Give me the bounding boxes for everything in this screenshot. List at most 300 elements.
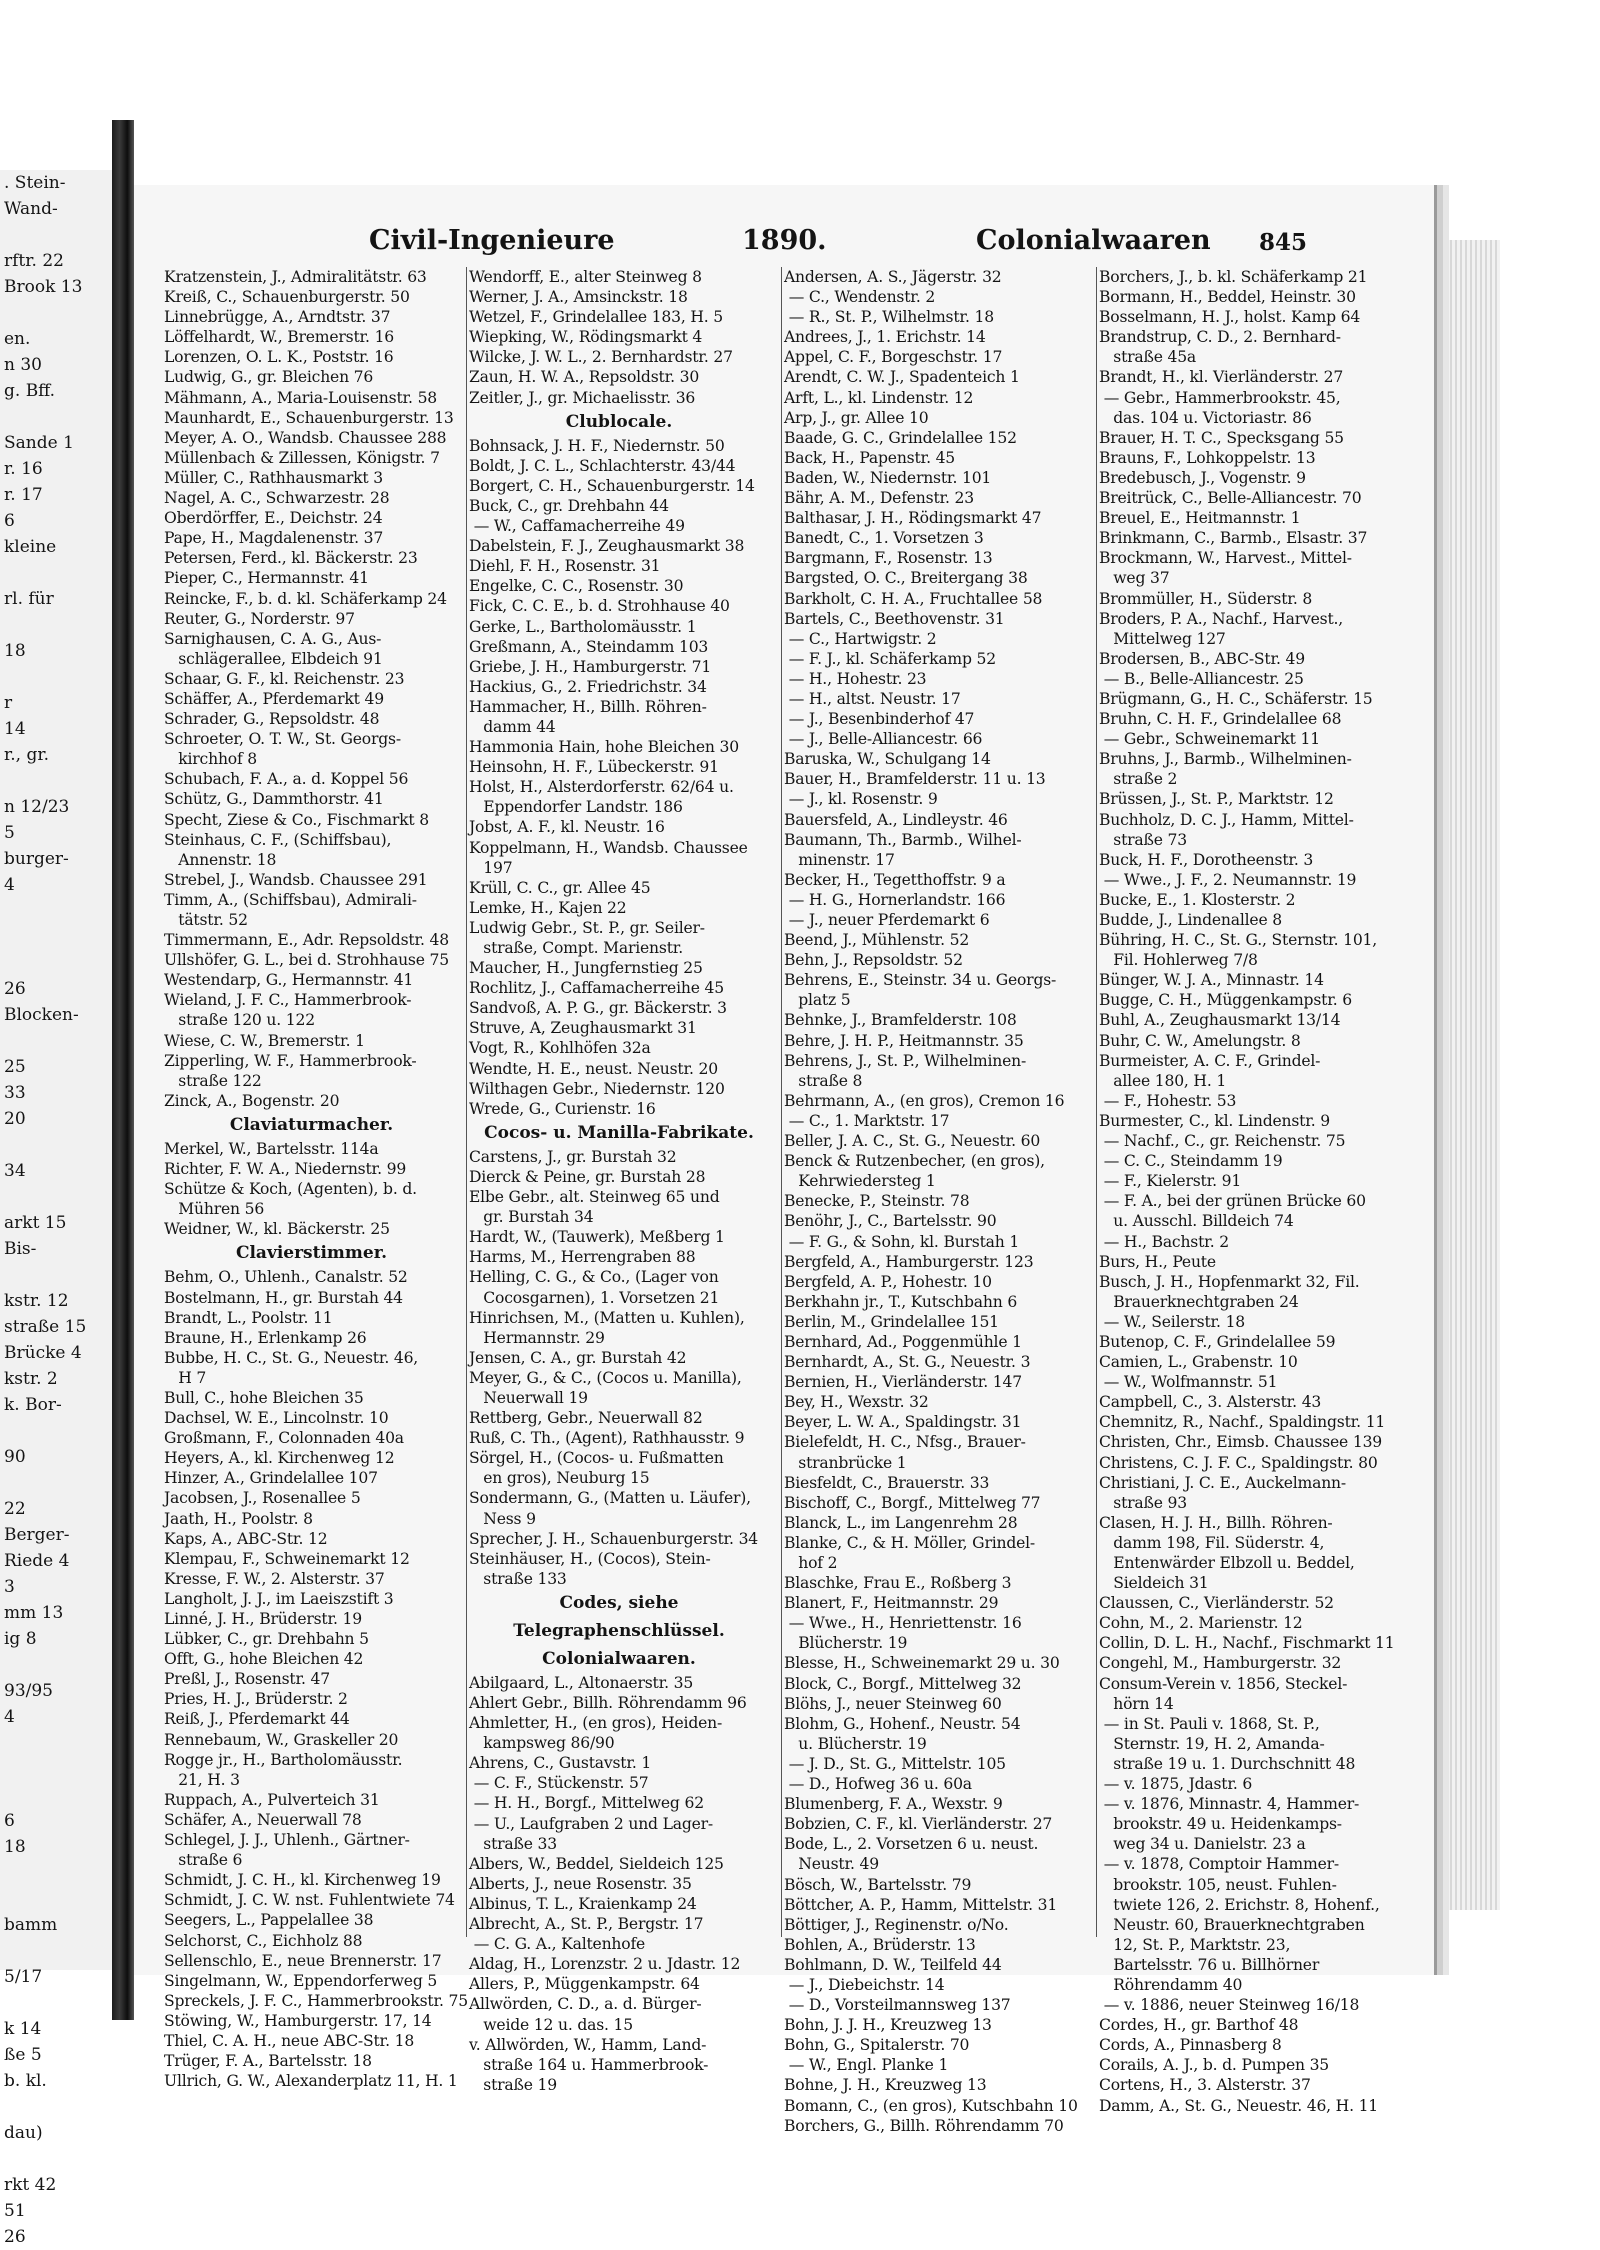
directory-entry: Blanke, C., & H. Möller, Grindel-: [784, 1533, 1035, 1552]
directory-entry: Lorenzen, O. L. K., Poststr. 16: [164, 348, 394, 367]
directory-page: [134, 185, 1437, 2135]
directory-entry: Bartelsstr. 76 u. Billhörner: [1099, 1955, 1320, 1974]
directory-entry: straße 133: [469, 1569, 567, 1588]
directory-entry: straße 2: [1099, 770, 1178, 789]
page-header: [134, 225, 1434, 265]
section-heading: Codes, siehe Telegraphenschlüssel.: [513, 1592, 725, 1641]
directory-entry: Reincke, F., b. d. kl. Schäferkamp 24: [164, 589, 447, 608]
directory-entry: Krüll, C. C., gr. Allee 45: [469, 878, 651, 897]
directory-entry: Borchers, G., Billh. Röhrendamm 70: [784, 2116, 1064, 2135]
directory-entry: — H. H., Borgf., Mittelweg 62: [469, 1794, 704, 1813]
directory-entry: Albrecht, A., St. P., Bergstr. 17: [469, 1915, 704, 1934]
directory-entry: straße 93: [1099, 1493, 1187, 1512]
left-fragment: [0, 768, 115, 794]
directory-entry: v. Allwörden, W., Hamm, Land-: [469, 2035, 707, 2054]
directory-entry: Gerke, L., Bartholomäusstr. 1: [469, 617, 697, 636]
left-fragment: Bis-: [4, 1239, 37, 1259]
directory-entry: Schmidt, J. C. W. nst. Fuhlentwiete 74: [164, 1891, 455, 1910]
directory-entry: Weidner, W., kl. Bäckerstr. 25: [164, 1220, 390, 1239]
left-fragment: 3: [4, 1577, 15, 1597]
directory-entry: Christiani, J. C. E., Auckelmann-: [1099, 1473, 1346, 1492]
book-gutter: [112, 120, 134, 2020]
left-fragment: [0, 924, 115, 950]
directory-entry: Merkel, W., Bartelsstr. 114a: [164, 1139, 379, 1158]
running-head-year: 1890.: [742, 225, 827, 256]
directory-entry: Lübker, C., gr. Drehbahn 5: [164, 1630, 369, 1649]
directory-entry: Schäffer, A., Pferdemarkt 49: [164, 689, 384, 708]
directory-entry: Cords, A., Pinnasberg 8: [1099, 2036, 1282, 2055]
directory-entry: — H. G., Hornerlandstr. 166: [784, 890, 1006, 909]
directory-entry: Bargmann, F., Rosenstr. 13: [784, 549, 993, 568]
left-fragment: [0, 1782, 115, 1808]
left-fragment: [0, 1262, 115, 1288]
directory-entry: Strebel, J., Wandsb. Chaussee 291: [164, 870, 428, 889]
directory-entry: Alberts, J., neue Rosenstr. 35: [469, 1874, 692, 1893]
directory-entry: platz 5: [784, 991, 851, 1010]
directory-entry: Hermannstr. 29: [469, 1328, 605, 1347]
directory-entry: Budde, J., Lindenallee 8: [1099, 911, 1282, 929]
directory-entry: Kreiß, C., Schauenburgerstr. 50: [164, 288, 410, 307]
left-fragment: n 30: [4, 355, 42, 375]
left-fragment: 18: [4, 641, 26, 661]
directory-entry: Zinck, A., Bogenstr. 20: [164, 1091, 340, 1110]
directory-entry: straße, Compt. Marienstr.: [469, 939, 684, 957]
directory-entry: Butenop, C. F., Grindelallee 59: [1099, 1332, 1336, 1351]
directory-entry: gr. Burstah 34: [469, 1208, 594, 1227]
directory-entry: Breuel, E., Heitmannstr. 1: [1099, 509, 1301, 528]
directory-entry: Ness 9: [469, 1509, 536, 1528]
directory-entry: Petersen, Ferd., kl. Bäckerstr. 23: [164, 549, 418, 568]
directory-entry: — C., Wendenstr. 2: [784, 288, 936, 307]
left-fragment: burger-: [4, 849, 69, 869]
directory-entry: Heinsohn, H. F., Lübeckerstr. 91: [469, 758, 719, 777]
left-fragment: 93/95: [4, 1681, 53, 1701]
directory-entry: — J., kl. Rosenstr. 9: [784, 790, 938, 809]
directory-entry: Behm, O., Uhlenh., Canalstr. 52: [164, 1268, 408, 1287]
directory-entry: Rogge jr., H., Bartholomäusstr.: [164, 1750, 403, 1769]
left-fragment: k. Bor-: [4, 1395, 62, 1415]
directory-entry: Großmann, F., Colonnaden 40a: [164, 1429, 404, 1448]
directory-entry: — W., Engl. Planke 1: [784, 2056, 949, 2075]
directory-entry: Richter, F. W. A., Niedernstr. 99: [164, 1160, 407, 1179]
directory-entry: H 7: [164, 1368, 207, 1387]
directory-entry: Bartels, C., Beethovenstr. 31: [784, 609, 1005, 628]
directory-entry: Braune, H., Erlenkamp 26: [164, 1328, 367, 1347]
left-fragment: 5: [4, 823, 15, 843]
directory-entry: Hardt, W., (Tauwerk), Meßberg 1: [469, 1228, 725, 1247]
left-fragment: [0, 1990, 115, 2016]
directory-entry: Bugge, C. H., Müggenkampstr. 6: [1099, 991, 1352, 1010]
left-fragment: [0, 1652, 115, 1678]
directory-entry: Griebe, J. H., Hamburgerstr. 71: [469, 657, 712, 676]
directory-entry: Löffelhardt, W., Bremerstr. 16: [164, 328, 395, 347]
directory-entry: Behnke, J., Bramfelderstr. 108: [784, 1011, 1017, 1030]
directory-entry: Zipperling, W. F., Hammerbrook-: [164, 1051, 417, 1070]
directory-entry: Boldt, J. C. L., Schlachterstr. 43/44: [469, 456, 736, 475]
directory-entry: — F., Kielerstr. 91: [1099, 1172, 1242, 1191]
directory-entry: twiete 126, 2. Erichstr. 8, Hohenf.,: [1099, 1895, 1380, 1914]
left-fragment: r. 17: [4, 485, 43, 505]
left-fragment: Berger-: [4, 1525, 70, 1545]
left-fragment: Sande 1: [4, 433, 74, 453]
directory-entry: Meyer, G., & C., (Cocos u. Manilla),: [469, 1368, 742, 1387]
left-fragment: r., gr.: [4, 745, 50, 765]
directory-entry: Harms, M., Herrengraben 88: [469, 1248, 696, 1267]
left-fragment: . Stein-: [4, 173, 66, 193]
directory-entry: tätstr. 52: [164, 911, 248, 929]
directory-entry: Behrens, E., Steinstr. 34 u. Georgs-: [784, 971, 1057, 990]
left-fragment: mm 13: [4, 1603, 64, 1623]
directory-entry: Pries, H. J., Brüderstr. 2: [164, 1690, 348, 1709]
directory-entry: Wieland, J. F. C., Hammerbrook-: [164, 991, 412, 1010]
directory-entry: Blücherstr. 19: [784, 1634, 908, 1653]
directory-entry: Consum-Verein v. 1856, Steckel-: [1099, 1674, 1348, 1693]
directory-entry: Blesse, H., Schweinemarkt 29 u. 30: [784, 1654, 1060, 1673]
left-fragment: [0, 2094, 115, 2120]
left-fragment: Riede 4: [4, 1551, 70, 1571]
directory-entry: Behrens, J., St. P., Wilhelminen-: [784, 1051, 1027, 1070]
column-3: [784, 267, 1084, 2135]
directory-entry: Spreckels, J. F. C., Hammerbrookstr. 75: [164, 1991, 468, 2010]
directory-entry: Bergfeld, A., Hamburgerstr. 123: [784, 1252, 1034, 1271]
directory-entry: Eppendorfer Landstr. 186: [469, 798, 683, 817]
directory-entry: — v. 1886, neuer Steinweg 16/18: [1099, 1996, 1360, 2015]
directory-entry: Ullshöfer, G. L., bei d. Strohhause 75: [164, 951, 449, 970]
directory-entry: Allers, P., Müggenkampstr. 64: [469, 1975, 700, 1994]
directory-entry: Dabelstein, F. J., Zeughausmarkt 38: [469, 537, 745, 556]
directory-entry: Bohlmann, D. W., Teilfeld 44: [784, 1955, 1002, 1974]
directory-entry: Bauersfeld, A., Lindleystr. 46: [784, 810, 1008, 829]
left-fragment: 14: [4, 719, 26, 739]
directory-entry: Buchholz, D. C. J., Hamm, Mittel-: [1099, 810, 1354, 829]
directory-entry: — v. 1878, Comptoir Hammer-: [1099, 1855, 1339, 1874]
directory-entry: Linné, J. H., Brüderstr. 19: [164, 1610, 362, 1628]
directory-entry: Pieper, C., Hermannstr. 41: [164, 569, 369, 588]
directory-entry: Bösch, W., Bartelsstr. 79: [784, 1875, 972, 1894]
left-fragment: 90: [4, 1447, 26, 1467]
directory-entry: Bühring, H. C., St. G., Sternstr. 101,: [1099, 931, 1378, 950]
directory-entry: Blöhs, J., neuer Steinweg 60: [784, 1694, 1002, 1713]
left-fragment: [0, 1028, 115, 1054]
directory-entry: Hinrichsen, M., (Matten u. Kuhlen),: [469, 1308, 745, 1327]
directory-entry: straße 8: [784, 1071, 863, 1090]
directory-entry: Brügmann, G., H. C., Schäferstr. 15: [1099, 689, 1373, 708]
directory-entry: Lemke, H., Kajen 22: [469, 898, 627, 917]
directory-entry: Schütz, G., Dammthorstr. 41: [164, 790, 384, 809]
left-fragment: en.: [4, 329, 31, 349]
directory-entry: Camien, L., Grabenstr. 10: [1099, 1353, 1298, 1372]
directory-entry: — W., Wolfmannstr. 51: [1099, 1373, 1278, 1392]
directory-entry: Entenwärder Elbzoll u. Beddel,: [1099, 1554, 1355, 1572]
directory-entry: Trüger, F. A., Bartelsstr. 18: [164, 2052, 372, 2071]
directory-entry: Schaar, G. F., kl. Reichenstr. 23: [164, 669, 405, 688]
directory-entry: damm 44: [469, 717, 556, 736]
directory-entry: Abilgaard, L., Altonaerstr. 35: [469, 1673, 694, 1692]
left-fragment: [0, 222, 115, 248]
left-fragment: rl. für: [4, 589, 54, 609]
section-heading: Clublocale.: [565, 411, 673, 432]
directory-entry: Bruhn, C. H. F., Grindelallee 68: [1099, 710, 1342, 729]
directory-entry: straße 73: [1099, 830, 1187, 849]
directory-entry: Bähr, A. M., Defenstr. 23: [784, 489, 975, 508]
directory-entry: Bruhns, J., Barmb., Wilhelminen-: [1099, 750, 1352, 769]
directory-entry: Rennebaum, W., Graskeller 20: [164, 1730, 399, 1749]
directory-entry: Koppelmann, H., Wandsb. Chaussee: [469, 838, 748, 857]
directory-entry: Christen, Chr., Eimsb. Chaussee 139: [1099, 1433, 1383, 1452]
directory-entry: Borgert, C. H., Schauenburgerstr. 14: [469, 476, 755, 495]
directory-entry: en gros), Neuburg 15: [469, 1469, 650, 1488]
directory-entry: Brommüller, H., Süderstr. 8: [1099, 589, 1313, 608]
left-fragment: [0, 1132, 115, 1158]
directory-entry: — J., neuer Pferdemarkt 6: [784, 911, 990, 929]
left-fragment: r. 16: [4, 459, 43, 479]
directory-entry: schlägerallee, Elbdeich 91: [164, 649, 383, 668]
left-fragment: g. Bff.: [4, 381, 56, 401]
directory-entry: Baruska, W., Schulgang 14: [784, 750, 991, 769]
left-fragment: arkt 15: [4, 1213, 67, 1233]
running-head-right: Colonialwaaren: [976, 225, 1211, 256]
column-2: [469, 267, 769, 2094]
directory-entry: Corails, A. J., b. d. Pumpen 35: [1099, 2056, 1330, 2075]
directory-entry: Bargsted, O. C., Breitergang 38: [784, 569, 1028, 588]
page-edges: [1440, 240, 1500, 1910]
directory-entry: Bielefeldt, H. C., Nfsg., Brauer-: [784, 1433, 1026, 1452]
directory-entry: — F. J., kl. Schäferkamp 52: [784, 649, 996, 668]
section-heading: Colonialwaaren.: [542, 1648, 696, 1669]
directory-entry: — Gebr., Hammerbrookstr. 45,: [1099, 388, 1341, 407]
directory-entry: Reuter, G., Norderstr. 97: [164, 609, 355, 628]
left-fragment: [0, 404, 115, 430]
directory-entry: Andrees, J., 1. Erichstr. 14: [784, 328, 986, 347]
directory-entry: Reiß, J., Pferdemarkt 44: [164, 1710, 350, 1729]
directory-entry: 21, H. 3: [164, 1770, 240, 1789]
directory-entry: Damm, A., St. G., Neuestr. 46, H. 11: [1099, 2096, 1379, 2115]
directory-entry: Arft, L., kl. Lindenstr. 12: [784, 388, 974, 407]
directory-entry: Sandvoß, A. P. G., gr. Bäckerstr. 3: [469, 999, 727, 1018]
directory-entry: Sellenschlo, E., neue Brennerstr. 17: [164, 1951, 442, 1970]
directory-entry: Zeitler, J., gr. Michaelisstr. 36: [469, 388, 696, 407]
left-fragment: [0, 300, 115, 326]
directory-entry: Kaps, A., ABC-Str. 12: [164, 1529, 328, 1548]
directory-entry: Baden, W., Niedernstr. 101: [784, 468, 992, 487]
directory-entry: Burmeister, A. C. F., Grindel-: [1099, 1051, 1321, 1070]
left-fragment: [0, 664, 115, 690]
left-fragment: k 14: [4, 2019, 42, 2039]
directory-entry: stranbrücke 1: [784, 1453, 907, 1472]
directory-entry: Benöhr, J., C., Bartelsstr. 90: [784, 1212, 997, 1231]
directory-entry: Bohlen, A., Brüderstr. 13: [784, 1935, 976, 1954]
directory-entry: brookstr. 105, neust. Fuhlen-: [1099, 1875, 1337, 1894]
left-fragment: Brook 13: [4, 277, 83, 297]
left-fragment: 25: [4, 1057, 26, 1077]
directory-entry: straße 19: [469, 2075, 557, 2094]
directory-entry: Schlegel, J. J., Uhlenh., Gärtner-: [164, 1831, 410, 1850]
directory-entry: Blumenberg, F. A., Wexstr. 9: [784, 1795, 1003, 1814]
left-fragment: 51: [4, 2201, 26, 2221]
left-fragment: 20: [4, 1109, 26, 1129]
left-fragment: 22: [4, 1499, 26, 1519]
left-fragment: [0, 1860, 115, 1886]
directory-entry: Chemnitz, R., Nachf., Spaldingstr. 11: [1099, 1413, 1386, 1432]
directory-entry: u. Blücherstr. 19: [784, 1734, 927, 1753]
directory-entry: — D., Hofweg 36 u. 60a: [784, 1775, 972, 1794]
directory-entry: Bubbe, H. C., St. G., Neuestr. 46,: [164, 1348, 419, 1367]
directory-entry: Zaun, H. W. A., Repsoldstr. 30: [469, 368, 700, 387]
directory-entry: — U., Laufgraben 2 und Lager-: [469, 1814, 713, 1833]
directory-entry: Schubach, F. A., a. d. Koppel 56: [164, 770, 409, 789]
directory-entry: Werner, J. A., Amsinckstr. 18: [469, 288, 688, 307]
left-fragment: 4: [4, 1707, 15, 1727]
directory-entry: Thiel, C. A. H., neue ABC-Str. 18: [164, 2031, 415, 2050]
left-fragment: Brücke 4: [4, 1343, 82, 1363]
left-fragment: [0, 1730, 115, 1756]
directory-entry: Jobst, A. F., kl. Neustr. 16: [469, 818, 665, 837]
directory-entry: straße 164 u. Hammerbrook-: [469, 2055, 709, 2074]
directory-entry: — Wwe., J. F., 2. Neumannstr. 19: [1099, 870, 1357, 889]
directory-entry: Bostelmann, H., gr. Burstah 44: [164, 1288, 403, 1307]
directory-entry: Christens, C. J. F. C., Spaldingstr. 80: [1099, 1453, 1378, 1472]
directory-entry: Aldag, H., Lorenzstr. 2 u. Jdastr. 12: [469, 1955, 741, 1974]
directory-entry: Müller, C., Rathhausmarkt 3: [164, 468, 383, 487]
directory-entry: Brandt, H., kl. Vierländerstr. 27: [1099, 368, 1344, 387]
directory-entry: — in St. Pauli v. 1868, St. P.,: [1099, 1714, 1320, 1733]
directory-entry: Kratzenstein, J., Admiralitätstr. 63: [164, 268, 427, 286]
directory-entry: Nagel, A. C., Schwarzestr. 28: [164, 489, 390, 508]
directory-entry: Benck & Rutzenbecher, (en gros),: [784, 1152, 1045, 1171]
left-fragment: [0, 1938, 115, 1964]
directory-entry: Mähmann, A., Maria-Louisenstr. 58: [164, 388, 438, 407]
directory-entry: Neuerwall 19: [469, 1388, 588, 1407]
directory-entry: Jensen, C. A., gr. Burstah 42: [469, 1348, 687, 1367]
directory-entry: Wilcke, J. W. L., 2. Bernhardstr. 27: [469, 348, 733, 367]
directory-entry: Bernhard, Ad., Poggenmühle 1: [784, 1332, 1022, 1351]
directory-entry: — J., Belle-Alliancestr. 66: [784, 730, 983, 749]
directory-entry: — F. G., & Sohn, kl. Burstah 1: [784, 1232, 1020, 1251]
directory-entry: Brüssen, J., St. P., Marktstr. 12: [1099, 790, 1334, 809]
directory-entry: Borchers, J., b. kl. Schäferkamp 21: [1099, 268, 1368, 286]
left-fragment: b. kl.: [4, 2071, 47, 2091]
directory-entry: weide 12 u. das. 15: [469, 2015, 633, 2034]
left-fragment: kstr. 2: [4, 1369, 58, 1389]
directory-entry: Barkholt, C. H. A., Fruchtallee 58: [784, 589, 1043, 608]
directory-entry: Westendarp, G., Hermannstr. 41: [164, 971, 414, 990]
directory-entry: Burs, H., Peute: [1099, 1252, 1216, 1271]
directory-entry: Bohne, J. H., Kreuzweg 13: [784, 2076, 987, 2095]
directory-entry: Brinkmann, C., Barmb., Elsastr. 37: [1099, 529, 1368, 548]
directory-entry: Buck, C., gr. Drehbahn 44: [469, 496, 669, 515]
left-fragment: straße 15: [4, 1317, 87, 1337]
directory-entry: straße 120 u. 122: [164, 1011, 315, 1030]
directory-entry: Brauer, H. T. C., Specksgang 55: [1099, 428, 1344, 447]
directory-entry: Balthasar, J. H., Rödingsmarkt 47: [784, 509, 1042, 528]
directory-entry: — J. D., St. G., Mittelstr. 105: [784, 1754, 1006, 1773]
directory-entry: — J., Besenbinderhof 47: [784, 710, 975, 729]
directory-entry: Wendte, H. E., neust. Neustr. 20: [469, 1059, 718, 1078]
directory-entry: Oberdörffer, E., Deichstr. 24: [164, 509, 383, 528]
directory-entry: straße 6: [164, 1851, 243, 1870]
directory-entry: Bull, C., hohe Bleichen 35: [164, 1388, 364, 1407]
directory-entry: Bredebusch, J., Vogenstr. 9: [1099, 468, 1306, 487]
directory-entry: Bormann, H., Beddel, Heinstr. 30: [1099, 288, 1356, 307]
directory-entry: Block, C., Borgf., Mittelweg 32: [784, 1674, 1022, 1693]
directory-entry: das. 104 u. Victoriastr. 86: [1099, 408, 1312, 427]
directory-entry: Hinzer, A., Grindelallee 107: [164, 1469, 378, 1488]
left-fragment: 33: [4, 1083, 26, 1103]
directory-entry: — W., Seilerstr. 18: [1099, 1312, 1246, 1331]
left-fragment: [0, 898, 115, 924]
directory-entry: Brockmann, W., Harvest., Mittel-: [1099, 549, 1352, 568]
directory-entry: Mittelweg 127: [1099, 629, 1226, 648]
directory-entry: Dachsel, W. E., Lincolnstr. 10: [164, 1409, 389, 1428]
directory-entry: Wilthagen Gebr., Niedernstr. 120: [469, 1079, 725, 1098]
directory-entry: Diehl, F. H., Rosenstr. 31: [469, 557, 661, 576]
directory-entry: straße 19 u. 1. Durchschnitt 48: [1099, 1754, 1356, 1773]
directory-entry: Wrede, G., Curienstr. 16: [469, 1099, 656, 1118]
left-fragment: [0, 1184, 115, 1210]
directory-entry: Behre, J. H. P., Heitmannstr. 35: [784, 1031, 1024, 1050]
directory-entry: Berlin, M., Grindelallee 151: [784, 1312, 999, 1331]
directory-entry: hörn 14: [1099, 1694, 1174, 1713]
directory-entry: Baumann, Th., Barmb., Wilhel-: [784, 830, 1022, 849]
directory-entry: Röhrendamm 40: [1099, 1975, 1243, 1994]
directory-entry: straße 122: [164, 1071, 262, 1090]
directory-entry: Behn, J., Repsoldstr. 52: [784, 951, 963, 970]
directory-entry: Sörgel, H., (Cocos- u. Fußmatten: [469, 1449, 724, 1468]
directory-entry: Baade, G. C., Grindelallee 152: [784, 428, 1017, 447]
directory-entry: — Nachf., C., gr. Reichenstr. 75: [1099, 1132, 1346, 1151]
directory-entry: Blohm, G., Hohenf., Neustr. 54: [784, 1714, 1021, 1733]
directory-entry: Beller, J. A. C., St. G., Neuestr. 60: [784, 1132, 1041, 1151]
section-heading: Clavierstimmer.: [235, 1243, 388, 1264]
directory-entry: Ahmletter, H., (en gros), Heiden-: [469, 1714, 723, 1733]
directory-entry: Jacobsen, J., Rosenallee 5: [164, 1489, 361, 1508]
left-fragment: 34: [4, 1161, 26, 1181]
directory-entry: Maunhardt, E., Schauenburgerstr. 13: [164, 408, 454, 427]
left-fragment: [0, 560, 115, 586]
directory-entry: Timm, A., (Schiffsbau), Admirali-: [164, 890, 417, 909]
directory-entry: Rettberg, Gebr., Neuerwall 82: [469, 1409, 703, 1428]
directory-entry: Steinhäuser, H., (Cocos), Stein-: [469, 1549, 711, 1568]
directory-entry: Banedt, C., 1. Vorsetzen 3: [784, 529, 984, 548]
directory-entry: Bohn, J. J. H., Kreuzweg 13: [784, 2016, 992, 2035]
directory-entry: Cordes, H., gr. Barthof 48: [1099, 2016, 1299, 2035]
directory-entry: Allwörden, C. D., a. d. Bürger-: [469, 1995, 702, 2014]
left-fragment: [0, 612, 115, 638]
directory-entry: Carstens, J., gr. Burstah 32: [469, 1147, 677, 1166]
left-fragment: dau): [4, 2123, 43, 2143]
directory-entry: Engelke, C. C., Rosenstr. 30: [469, 577, 684, 596]
left-fragment: 5/17: [4, 1967, 43, 1987]
directory-entry: Elbe Gebr., alt. Steinweg 65 und: [469, 1188, 720, 1207]
directory-entry: Berkhahn jr., T., Kutschbahn 6: [784, 1292, 1018, 1311]
directory-entry: Bünger, W. J. A., Minnastr. 14: [1099, 971, 1324, 990]
left-fragment: rftr. 22: [4, 251, 64, 271]
left-fragment: [0, 2146, 115, 2172]
directory-entry: Ludwig Gebr., St. P., gr. Seiler-: [469, 918, 705, 937]
directory-entry: Collin, D. L. H., Nachf., Fischmarkt 11: [1099, 1634, 1395, 1653]
directory-entry: Greßmann, A., Steindamm 103: [469, 637, 709, 656]
left-fragment: 6: [4, 1811, 15, 1831]
directory-entry: kirchhof 8: [164, 750, 258, 769]
left-fragment: [0, 950, 115, 976]
directory-entry: Selchorst, C., Eichholz 88: [164, 1931, 363, 1950]
left-fragment: 6: [4, 511, 15, 531]
directory-entry: Brauerknechtgraben 24: [1099, 1292, 1299, 1311]
directory-entry: Jaath, H., Poolstr. 8: [164, 1509, 313, 1528]
directory-entry: — Wwe., H., Henriettenstr. 16: [784, 1614, 1022, 1633]
left-fragment: kstr. 12: [4, 1291, 69, 1311]
directory-entry: Appel, C. F., Borgeschstr. 17: [784, 348, 1003, 367]
